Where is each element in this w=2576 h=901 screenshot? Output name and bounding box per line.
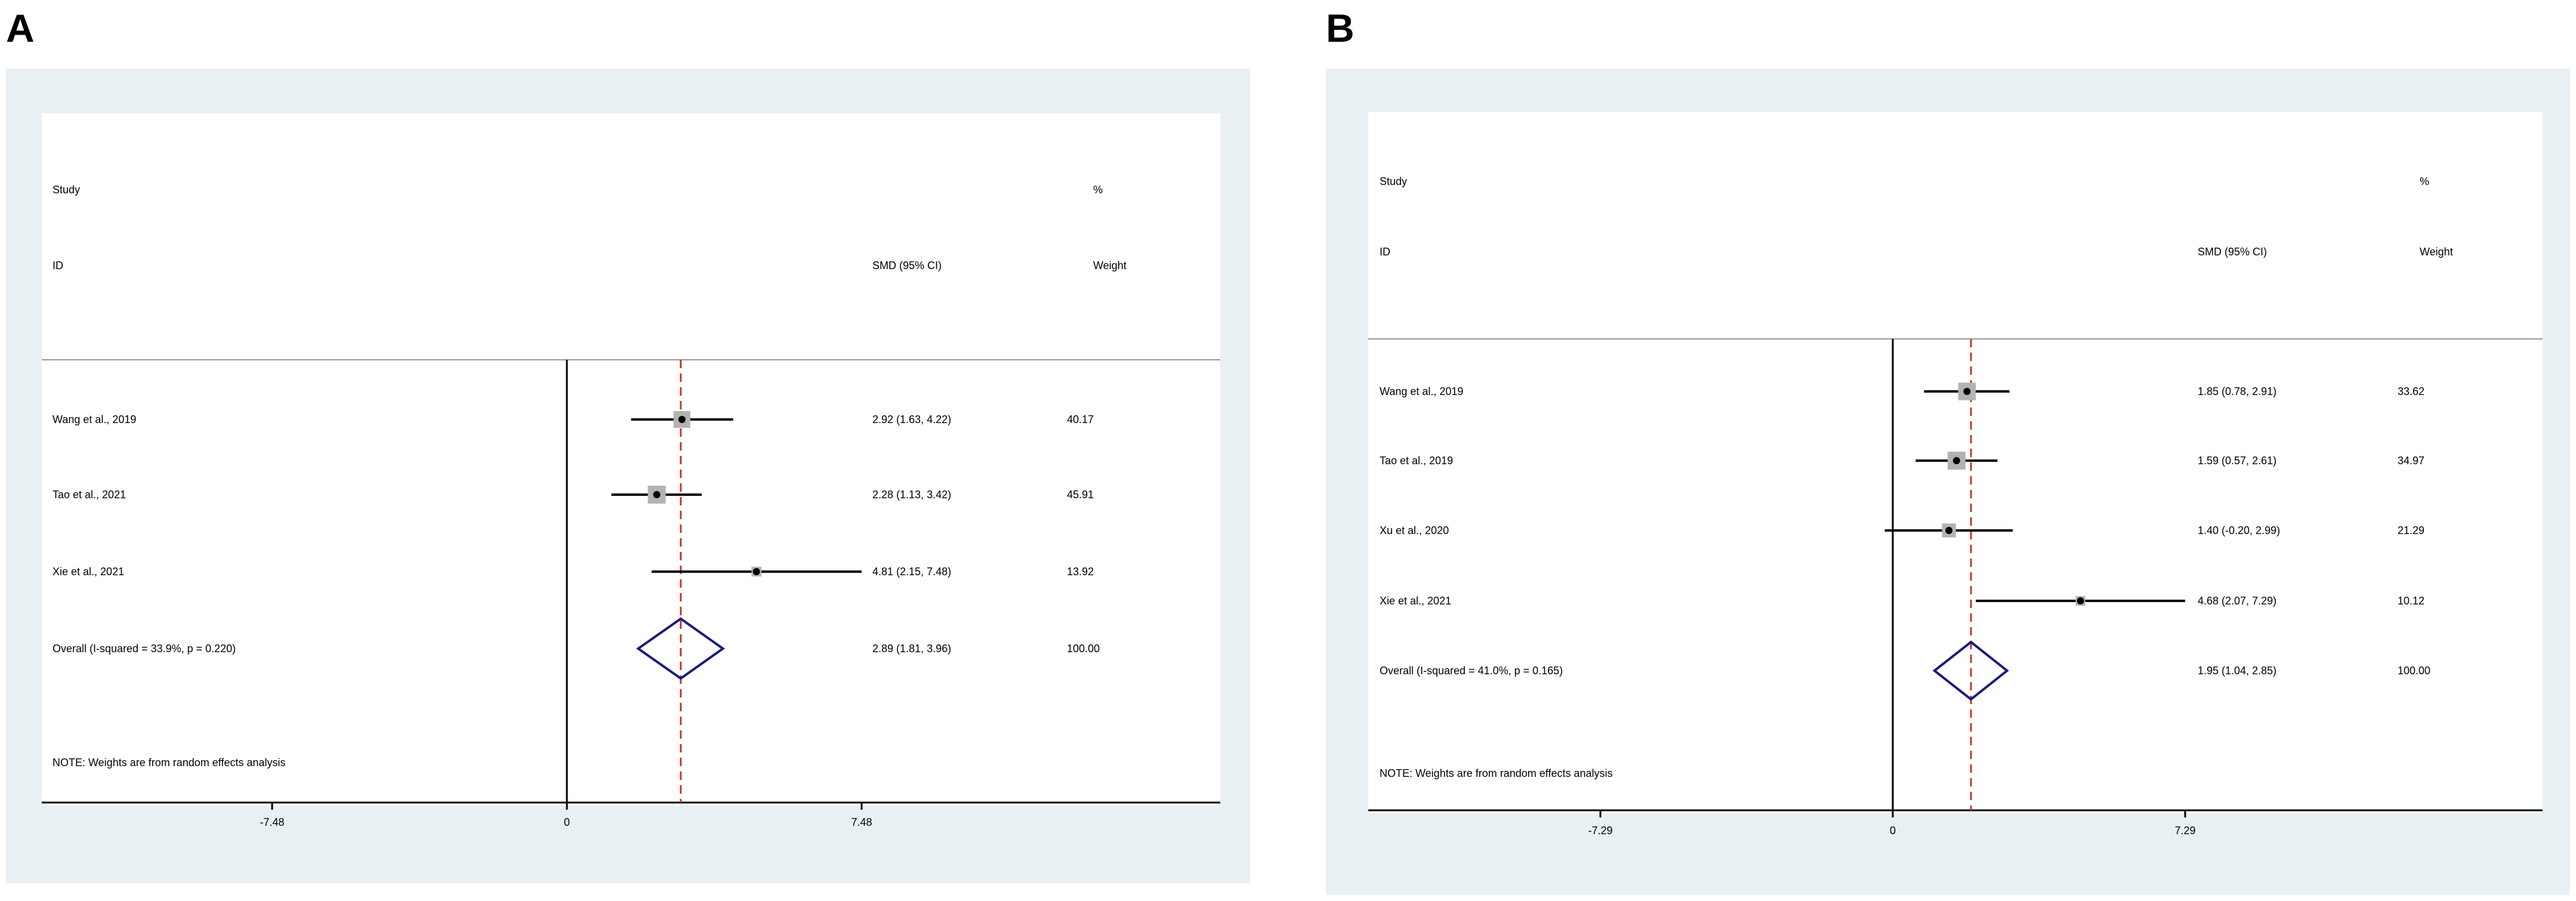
panel-b-header-id: ID — [1380, 246, 1390, 258]
panel-b — [1326, 6, 2570, 895]
panel-b-letter: B — [1326, 6, 1355, 50]
panel-b-tick-label: 0 — [1889, 825, 1896, 837]
panel-a-weight-value: 45.91 — [1067, 489, 1094, 501]
panel-a-weight-value: 40.17 — [1067, 414, 1094, 425]
panel-b-overall-weight: 100.00 — [2398, 665, 2431, 677]
panel-b-weight-value: 33.62 — [2398, 385, 2425, 397]
panel-a-header-pct: % — [1093, 184, 1103, 196]
panel-a-point-estimate — [653, 491, 661, 498]
panel-a-point-estimate — [753, 568, 760, 575]
panel-b-header-study: Study — [1380, 175, 1408, 187]
panel-b-overall-effect-ci: 1.95 (1.04, 2.85) — [2198, 665, 2277, 677]
panel-a-letter: A — [6, 6, 35, 50]
panel-a-study-label: Tao et al., 2021 — [53, 489, 127, 501]
panel-b-overall-label: Overall (I-squared = 41.0%, p = 0.165) — [1380, 665, 1563, 677]
panel-a-overall-effect-ci: 2.89 (1.81, 3.96) — [872, 643, 952, 655]
panel-a-note: NOTE: Weights are from random effects analysis — [53, 757, 286, 769]
panel-a-header-weight: Weight — [1093, 260, 1127, 271]
panel-b-point-estimate — [2077, 597, 2084, 604]
panel-a-point-estimate — [678, 416, 686, 423]
panel-a-effect-ci: 2.28 (1.13, 3.42) — [872, 489, 952, 501]
panel-a-overall-label: Overall (I-squared = 33.9%, p = 0.220) — [53, 643, 236, 655]
panel-b-point-estimate — [1945, 527, 1952, 534]
panel-b-tick-label: -7.29 — [1588, 825, 1613, 837]
panel-b-effect-ci: 1.59 (0.57, 2.61) — [2198, 455, 2277, 467]
panel-a-study-label: Wang et al., 2019 — [53, 414, 137, 425]
panel-b-study-label: Tao et al., 2019 — [1380, 455, 1454, 467]
panel-b-study-label: Xu et al., 2020 — [1380, 524, 1449, 536]
panel-a-plot-area — [42, 113, 1220, 806]
panel-a-tick-label: 7.48 — [851, 816, 872, 828]
panel-a — [6, 6, 1250, 883]
panel-a-tick-label: 0 — [563, 816, 570, 828]
panel-a-weight-value: 13.92 — [1067, 566, 1094, 578]
panel-b-point-estimate — [1963, 388, 1970, 395]
panel-b-study-label: Xie et al., 2021 — [1380, 595, 1452, 607]
panel-b-point-estimate — [1953, 457, 1960, 464]
panel-a-study-label: Xie et al., 2021 — [53, 566, 125, 578]
panel-a-overall-weight: 100.00 — [1067, 643, 1100, 655]
panel-b-effect-ci: 1.40 (-0.20, 2.99) — [2198, 524, 2281, 536]
panel-b-study-label: Wang et al., 2019 — [1380, 385, 1464, 397]
panel-b-header-effect: SMD (95% CI) — [2198, 246, 2268, 258]
panel-a-effect-ci: 2.92 (1.63, 4.22) — [872, 414, 952, 425]
panel-a-effect-ci: 4.81 (2.15, 7.48) — [872, 566, 952, 578]
panel-b-header-pct: % — [2420, 175, 2430, 187]
panel-a-header-study: Study — [53, 184, 81, 196]
panel-a-header-effect: SMD (95% CI) — [872, 260, 942, 271]
panel-a-tick-label: -7.48 — [260, 816, 285, 828]
panel-b-weight-value: 34.97 — [2398, 455, 2425, 467]
panel-b-effect-ci: 4.68 (2.07, 7.29) — [2198, 595, 2277, 607]
panel-b-tick-label: 7.29 — [2174, 825, 2196, 837]
panel-b-header-weight: Weight — [2420, 246, 2453, 258]
panel-b-weight-value: 21.29 — [2398, 524, 2425, 536]
panel-b-weight-value: 10.12 — [2398, 595, 2425, 607]
panel-b-note: NOTE: Weights are from random effects analysis — [1380, 767, 1613, 779]
panel-b-effect-ci: 1.85 (0.78, 2.91) — [2198, 385, 2277, 397]
panel-a-header-id: ID — [53, 260, 63, 271]
